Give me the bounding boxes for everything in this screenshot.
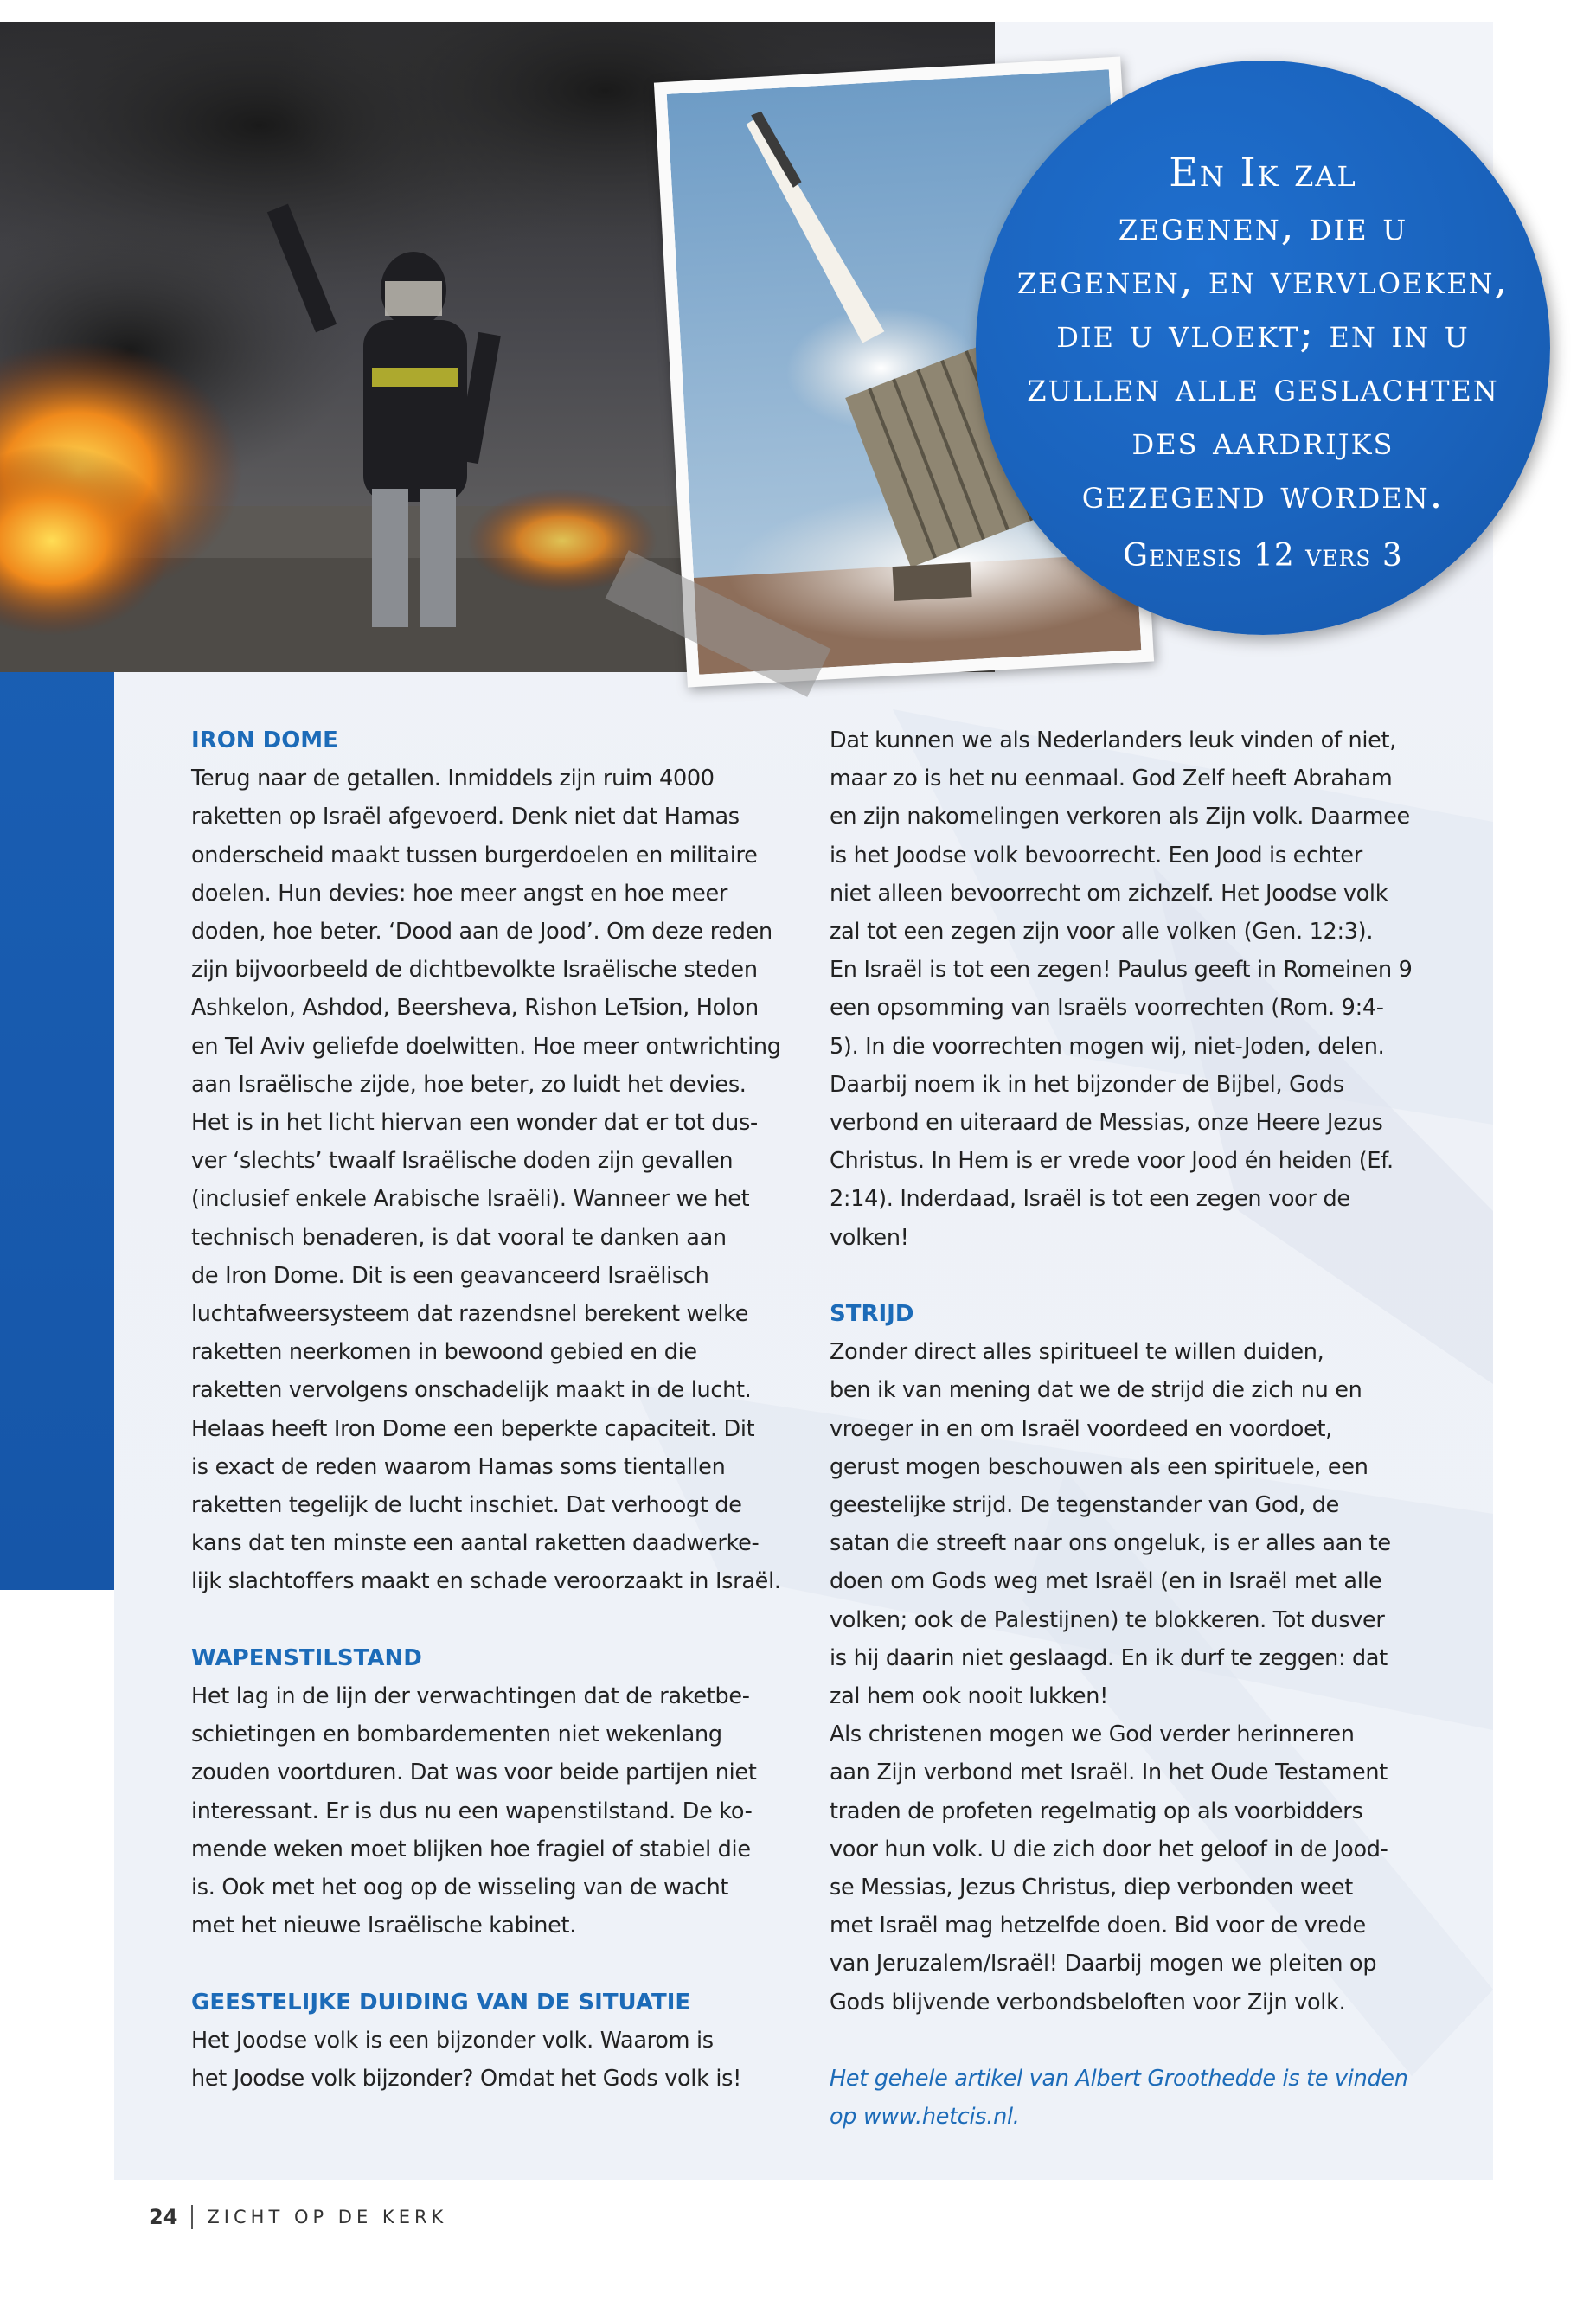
left-text-column — [191, 721, 788, 2098]
magazine-title: ZICHT OP DE KERK — [207, 2207, 448, 2227]
heading-wapenstilstand: WAPENSTILSTAND — [191, 1644, 422, 1671]
quote-text: En Ik zal zegenen, die u zegenen, en vervloeken, die u vloekt; en in u zullen alle geslachten des aardrijks gezegend worden. — [1016, 148, 1509, 517]
paragraph-iron-dome: Terug naar de getallen. Inmiddels zijn ruim 4000 raketten op Israël afgevoerd. Denk niet dat Hamas onderscheid maakt tussen burgerdoelen en militaire doelen. Hun devies: hoe meer angst en hoe meer doden, hoe beter. ‘Dood aan de Jood’. Om deze reden zijn bijvoorbeeld de dichtbevolkte Israëlische steden Ashkelon, Ashdod, Beersheva, Rishon LeTsion, Holon en Tel Aviv geliefde doelwitten. Hoe meer ontwrichting aan Israëlische zijde, hoe beter, zo luidt het devies. Het is in het licht hiervan een wonder dat er tot dus- ver ‘slechts’ twaalf Israëlische doden zijn gevallen (inclusief enkele Arabische Israëli). Wanneer we het technisch benaderen, is dat vooral te danken aan de Iron Dome. Dit is een geavanceerd Israëlisch luchtafweersysteem dat razendsnel berekent welke raketten neerkomen in bewoond gebied en die raketten vervolgens onschadelijk maakt in de lucht. Helaas heeft Iron Dome een beperkte capaciteit. Dit is exact de reden waarom Hamas soms tientallen raketten tegelijk de lucht inschiet. Dat verhoogt de kans dat ten minste een aantal raketten daadwerke- lijk slachtoffers maakt en schade veroorzaakt in Israël. — [191, 766, 781, 1595]
page-number: 24 — [149, 2205, 178, 2229]
paragraph-strijd: Zonder direct alles spiritueel te willen duiden, ben ik van mening dat we de strijd die zich nu en vroeger in en om Israël voordeed en voordoet, gerust mogen beschouwen als een spirituele, een geestelijke strijd. De tegenstander van God, de satan die streeft naar ons ongeluk, is er alles aan te doen om Gods weg met Israël (en in Israël met alle volken; ook de Palestijnen) te blokkeren. Tot dusver is hij daarin niet geslaagd. En ik durf te zeggen: dat zal hem ook nooit lukken! Als christenen mogen we God verder herinneren aan Zijn verbond met Israël. In het Oude Testament traden de profeten regelmatig op als voorbidders voor hun volk. U die zich door het geloof in de Jood- se Messias, Jezus Christus, diep verbonden weet met Israël mag hetzelfde doen. Bid voor de vrede van Jeruzalem/Israël! Daarbij mogen we pleiten op Gods blijvende verbondsbeloften voor Zijn volk. — [830, 1339, 1391, 2016]
bible-quote-circle — [976, 61, 1550, 635]
blue-side-bar — [0, 519, 114, 1590]
heading-geestelijke-duiding: GEESTELIJKE DUIDING VAN DE SITUATIE — [191, 1989, 691, 2016]
paragraph-geestelijke-duiding: Het Joodse volk is een bijzonder volk. Waarom is het Joodse volk bijzonder? Omdat het Gods volk is! — [191, 2027, 742, 2093]
footer-divider — [191, 2205, 193, 2229]
right-text-column — [830, 721, 1426, 2136]
paragraph-intro: Dat kunnen we als Nederlanders leuk vinden of niet, maar zo is het nu eenmaal. God Zelf heeft Abraham en zijn nakomelingen verkoren als Zijn volk. Daarmee is het Joodse volk bevoorrecht. Een Jood is echter niet alleen bevoorrecht om zichzelf. Het Joodse volk zal tot een zegen zijn voor alle volken (Gen. 12:3). En Israël is tot een zegen! Paulus geeft in Romeinen 9 een opsomming van Israëls voorrechten (Rom. 9:4- 5). In die voorrechten mogen wij, niet-Joden, delen. Daarbij noem ik in het bijzonder de Bijbel, Gods verbond en uiteraard de Messias, onze Heere Jezus Christus. In Hem is er vrede voor Jood én heiden (Ef. 2:14). Inderdaad, Israël is tot een zegen voor de volken! — [830, 727, 1413, 1251]
heading-iron-dome: IRON DOME — [191, 727, 338, 753]
page-footer — [149, 2200, 447, 2234]
heading-strijd: STRIJD — [830, 1301, 914, 1328]
paragraph-wapenstilstand: Het lag in de lijn der verwachtingen dat de raketbe- schietingen en bombardementen niet wekenlang zouden voortduren. Dat was voor beide partijen niet interessant. Er is dus nu een wapenstilstand. De ko- mende weken moet blijken hoe fragiel of stabiel die is. Ook met het oog op de wisseling van de wacht met het nieuwe Israëlische kabinet. — [191, 1683, 757, 1939]
quote-reference: Genesis 12 vers 3 — [1123, 537, 1403, 574]
article-credit: Het gehele artikel van Albert Groothedde is te vinden op www.hetcis.nl. — [830, 2066, 1408, 2131]
